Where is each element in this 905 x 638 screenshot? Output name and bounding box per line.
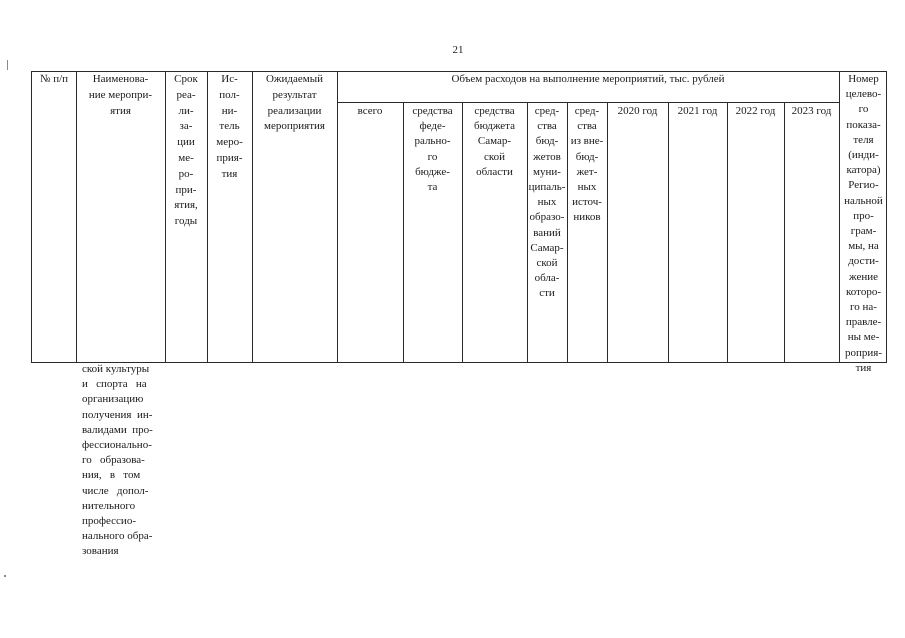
header-expenses: Объем расходов на выполнение мероприятий, тыс. рублей [451, 73, 725, 85]
header-num: № п/п [39, 73, 69, 85]
column-divider [668, 102, 669, 362]
expenses-table [31, 71, 887, 374]
header-executor: Ис- пол- ни- тель меро- прия- тия [216, 73, 243, 180]
subheader-2023: 2023 год [791, 105, 832, 117]
scan-edge-mark [7, 60, 8, 70]
column-divider [607, 102, 608, 362]
page-number: 21 [452, 44, 464, 56]
subheader-2022: 2022 год [735, 105, 776, 117]
subheader-2021: 2021 год [677, 105, 718, 117]
group-header-divider [337, 102, 839, 103]
column-divider [727, 102, 728, 362]
header-term: Срок реа- ли- за- ции ме- ро- при- ятия, годы [174, 73, 198, 228]
header-indicator: Номер целево- го показа- теля (инди- катора) Регио- нальной про- грам- мы, на дости- жение которо- го на- правле- ны ме- роприя- тия [844, 73, 883, 374]
subheader-total: всего [357, 105, 383, 117]
header-result: Ожидаемый результат реализации мероприятия [264, 73, 325, 133]
subheader-municipal: сред- ства бюд- жетов муни- ципаль- ных образо- ваний Самар- ской обла- сти [528, 105, 566, 300]
scan-edge-mark [4, 575, 6, 577]
subheader-extrabudget: сред- ства из вне- бюд- жет- ных источ- ников [570, 105, 604, 224]
header-name: Наименова- ние меропри- ятия [88, 73, 153, 117]
column-divider [784, 102, 785, 362]
continuation-text: ской культуры и спорта на организацию получения ин- валидами про- фессионально- го образова- ния, в том числе допол- нительного профессио- нального обра- зования [82, 363, 153, 558]
subheader-federal: средства феде- рально- го бюдже- та [412, 105, 453, 194]
subheader-2020: 2020 год [617, 105, 658, 117]
subheader-regional: средства бюджета Самар- ской области [473, 105, 515, 178]
